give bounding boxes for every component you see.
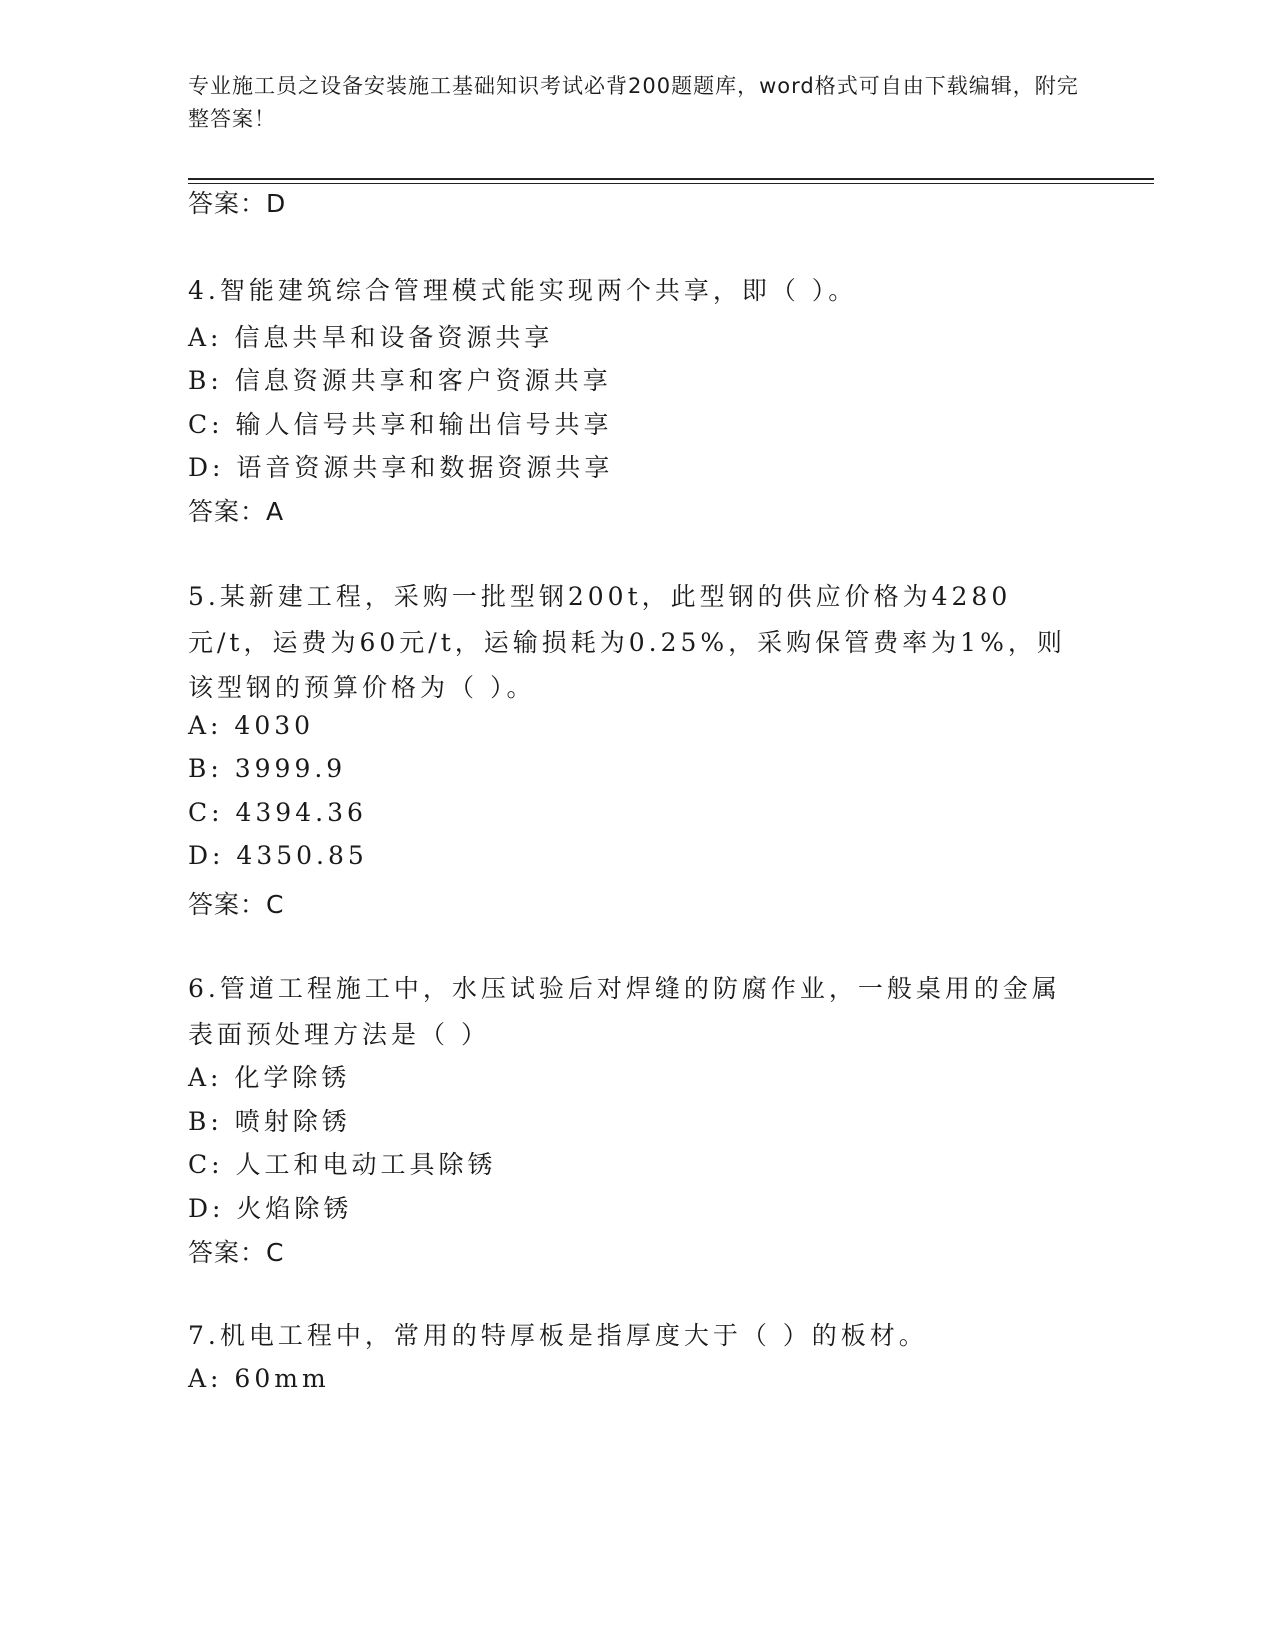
question-text: 5.某新建工程，采购一批型钢200t，此型钢的供应价格为4280元/t，运费为60元/t，运输损耗为0.25%，采购保管费率为1%，则该型钢的预算价格为（ ）。	[188, 582, 1066, 702]
option-b: B: 喷射除锈	[188, 1107, 351, 1136]
option-a: A: 60mm	[188, 1364, 330, 1393]
option-d: D: 火焰除锈	[188, 1194, 353, 1223]
option-a: A: 信息共旱和设备资源共享	[188, 323, 554, 352]
option-a: A: 化学除锈	[188, 1063, 351, 1092]
document-header: 专业施工员之设备安装施工基础知识考试必背200题题库，word格式可自由下载编辑，附完整答案！	[188, 74, 1079, 131]
option-c: C: 输人信号共享和输出信号共享	[188, 410, 613, 439]
answer-line: 答案：D	[188, 189, 287, 218]
option-d: D: 语音资源共享和数据资源共享	[188, 453, 614, 482]
option-c: C: 人工和电动工具除锈	[188, 1150, 497, 1179]
answer-line: 答案：C	[188, 890, 285, 919]
answer-line: 答案：A	[188, 497, 285, 526]
header-divider-thin	[188, 183, 1154, 184]
option-d: D: 4350.85	[188, 841, 368, 870]
header-divider	[188, 178, 1154, 180]
option-b: B: 信息资源共享和客户资源共享	[188, 366, 612, 395]
question-text: 6.管道工程施工中，水压试验后对焊缝的防腐作业，一般桌用的金属表面预处理方法是（ ）	[188, 974, 1061, 1049]
question-text: 7.机电工程中，常用的特厚板是指厚度大于（ ）的板材。	[188, 1321, 928, 1350]
answer-line: 答案：C	[188, 1238, 285, 1267]
option-c: C: 4394.36	[188, 798, 367, 827]
option-b: B: 3999.9	[188, 754, 347, 783]
question-text: 4.智能建筑综合管理模式能实现两个共享，即（ ）。	[188, 276, 858, 305]
option-a: A: 4030	[188, 711, 315, 740]
